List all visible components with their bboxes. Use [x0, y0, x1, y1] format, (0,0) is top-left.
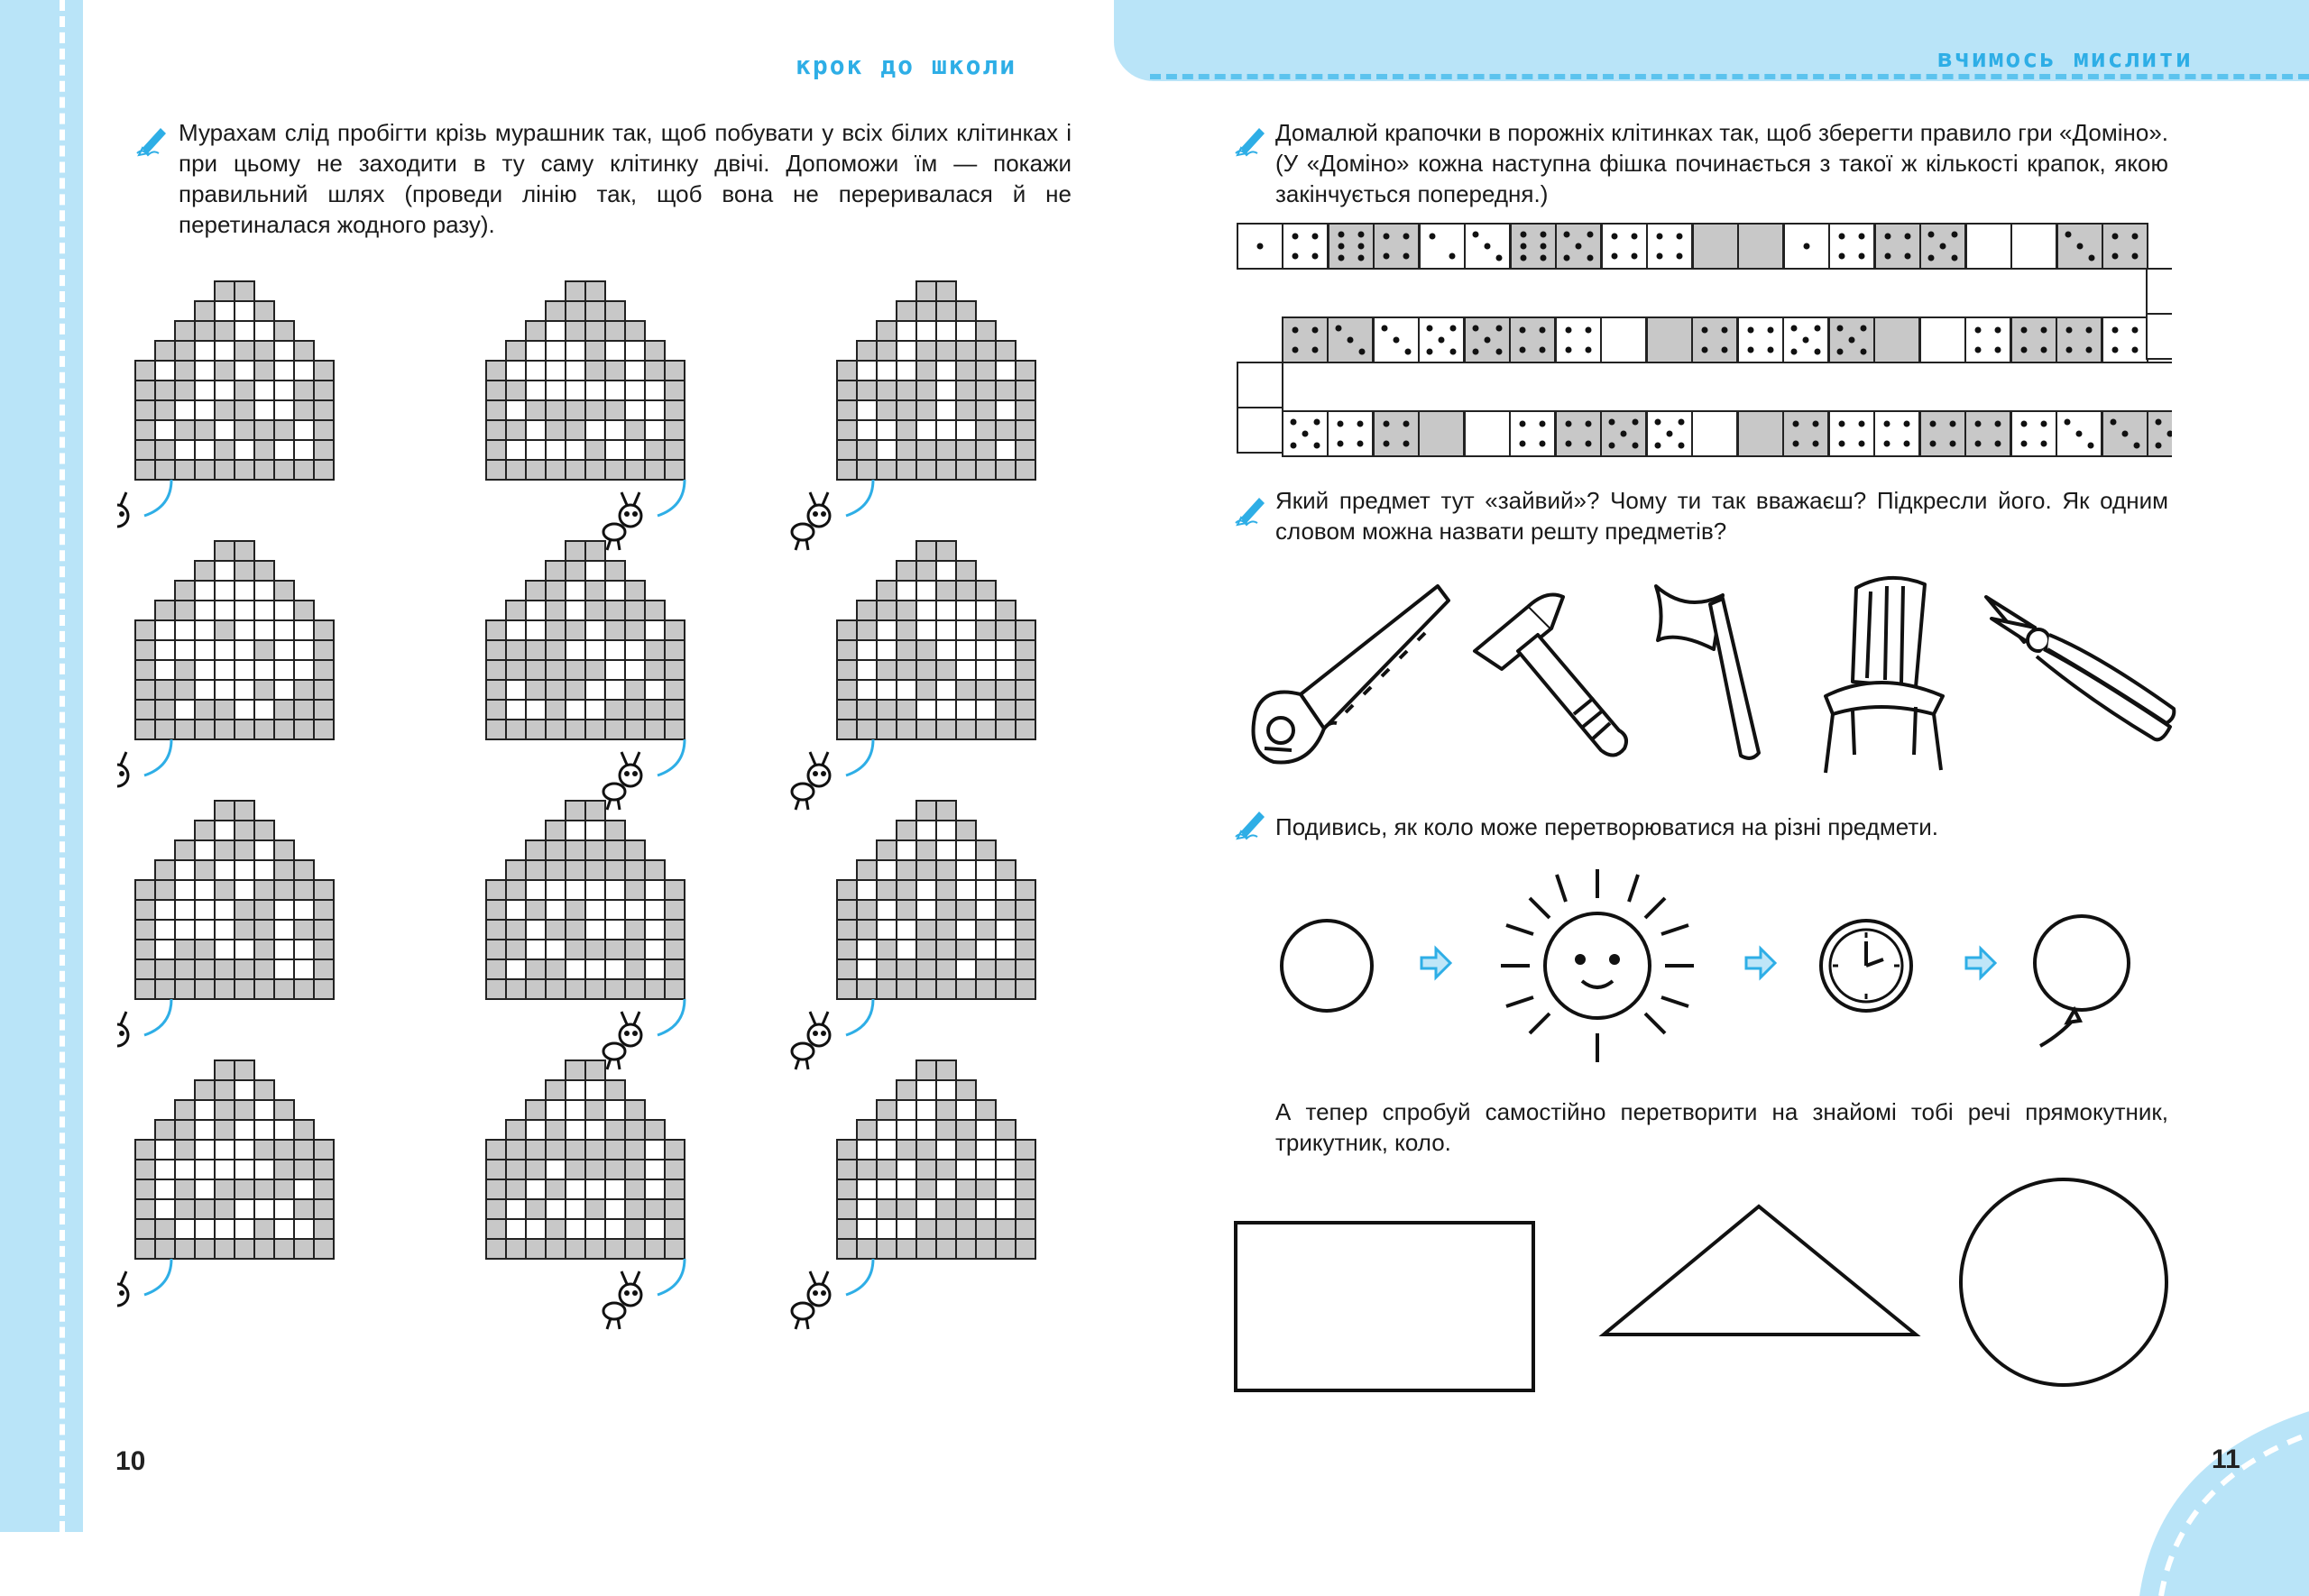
domino-connector	[1237, 408, 1283, 453]
domino-tile[interactable]	[1283, 411, 1373, 456]
ant-icon	[603, 1012, 641, 1069]
domino-tile[interactable]	[1784, 224, 1874, 269]
balloon-icon	[2020, 911, 2138, 1055]
task-ant-maze-text: Мурахам слід пробігти крізь мурашник так, щоб побувати у всіх білих клітинках і при цьому не заходити в ту саму клітинку двічі. Допоможи їм — покажи правильний шлях (проведи лінію так, щоб вона не переривалася й не перетиналася жодного разу).	[179, 119, 1072, 238]
domino-tile[interactable]	[1237, 224, 1328, 269]
task-odd-one-out-text: Який предмет тут «зайвий»? Чому ти так вважаєш? Підкресли його. Як одним словом можна назвати решту предметів?	[1275, 487, 2168, 545]
pliers-icon	[1981, 592, 2179, 754]
maze-house[interactable]	[486, 541, 685, 739]
pencil-icon	[135, 121, 171, 157]
domino-chain	[1234, 216, 2172, 469]
ant-icon	[792, 1271, 830, 1329]
domino-tile[interactable]	[1920, 317, 2010, 362]
saw-icon	[1237, 577, 1454, 775]
domino-tile[interactable]	[2102, 411, 2172, 456]
triangle-icon	[1604, 1206, 1916, 1335]
domino-tile[interactable]	[1647, 317, 1737, 362]
domino-tile[interactable]	[2011, 317, 2102, 362]
domino-tile[interactable]	[1283, 317, 1373, 362]
ant-icon	[792, 492, 830, 550]
ant-icon	[117, 492, 128, 550]
maze-house[interactable]	[135, 1060, 334, 1259]
ant-icon	[117, 1271, 128, 1329]
task-circle-transform-text: Подивись, як коло може перетворюватися на різні предмети.	[1275, 813, 1938, 840]
maze-house[interactable]	[135, 541, 334, 739]
ant-icon	[603, 492, 641, 550]
ant-path-line	[658, 999, 685, 1035]
maze-house[interactable]	[837, 541, 1035, 739]
domino-tile[interactable]	[1420, 224, 1510, 269]
domino-tile[interactable]	[2011, 411, 2102, 456]
ant-path-line	[144, 739, 171, 775]
ant-path-line	[658, 480, 685, 516]
domino-tile[interactable]	[1875, 224, 1965, 269]
ant-path-line	[846, 1259, 873, 1295]
maze-house[interactable]	[837, 801, 1035, 999]
ant-icon	[792, 752, 830, 810]
domino-tile[interactable]	[1602, 224, 1692, 269]
domino-tile[interactable]	[1329, 224, 1419, 269]
ant-path-line	[144, 999, 171, 1035]
right-running-title: вчимось мислити	[1937, 43, 2193, 73]
domino-tile[interactable]	[1465, 411, 1555, 456]
ant-path-line	[144, 1259, 171, 1295]
domino-tile[interactable]	[1738, 317, 1828, 362]
ant-path-line	[658, 1259, 685, 1295]
maze-house[interactable]	[135, 801, 334, 999]
corner-decoration	[2129, 1380, 2309, 1596]
ant-maze-grid-area	[117, 271, 1136, 1407]
ant-path-line	[846, 739, 873, 775]
ant-path-line	[846, 999, 873, 1035]
maze-house[interactable]	[837, 281, 1035, 480]
maze-house[interactable]	[486, 801, 685, 999]
axe-icon	[1651, 577, 1768, 766]
arrow-right-icon	[1418, 945, 1454, 981]
domino-tile[interactable]	[1829, 317, 1919, 362]
ant-icon	[603, 1271, 641, 1329]
ant-icon	[792, 1012, 830, 1069]
left-running-title: крок до школи	[796, 50, 1017, 80]
rectangle-icon	[1236, 1223, 1533, 1390]
maze-house[interactable]	[486, 1060, 685, 1259]
ant-path-line	[658, 739, 685, 775]
domino-tile[interactable]	[1920, 411, 2010, 456]
maze-house[interactable]	[486, 281, 685, 480]
ant-icon	[603, 752, 641, 810]
left-border-decoration	[0, 0, 83, 1532]
shapes-row	[1232, 1174, 2179, 1399]
arrow-right-icon	[1963, 945, 1999, 981]
domino-tile[interactable]	[1556, 411, 1646, 456]
maze-house[interactable]	[837, 1060, 1035, 1259]
task-domino-text: Домалюй крапочки в порожніх клітинках так, щоб зберегти правило гри «Доміно». (У «Доміно» кожна наступна фішка починається з такої ж кількості крапок, якою закінчується попередня.)	[1275, 119, 2168, 207]
maze-house[interactable]	[135, 281, 334, 480]
page-number-left: 10	[115, 1446, 146, 1476]
domino-connector	[2147, 269, 2172, 314]
domino-tile[interactable]	[1374, 411, 1464, 456]
domino-tile[interactable]	[1556, 317, 1646, 362]
domino-tile[interactable]	[2057, 224, 2148, 269]
ant-path-line	[846, 480, 873, 516]
sun-icon	[1494, 862, 1701, 1069]
page-number-right: 11	[2212, 1445, 2240, 1474]
ant-path-line	[144, 480, 171, 516]
ant-icon	[117, 752, 128, 810]
circle-icon	[1961, 1179, 2166, 1385]
domino-tile[interactable]	[1966, 224, 2056, 269]
clock-icon	[1817, 916, 1916, 1015]
pencil-icon	[1234, 804, 1270, 840]
domino-connector	[2147, 314, 2172, 359]
arrow-right-icon	[1743, 945, 1779, 981]
domino-tile[interactable]	[1647, 411, 1737, 456]
domino-tile[interactable]	[1511, 224, 1601, 269]
pencil-icon	[1234, 491, 1270, 527]
domino-tile[interactable]	[1738, 411, 1828, 456]
domino-tile[interactable]	[1829, 411, 1919, 456]
chair-icon	[1817, 570, 1952, 777]
domino-tile[interactable]	[1374, 317, 1464, 362]
ant-icon	[117, 1012, 128, 1069]
pencil-icon	[1234, 121, 1270, 157]
domino-tile[interactable]	[1465, 317, 1555, 362]
domino-connector	[1237, 362, 1283, 408]
circle-icon	[1277, 916, 1376, 1015]
domino-tile[interactable]	[1693, 224, 1783, 269]
task-draw-shapes-text: А тепер спробуй самостійно перетворити на знайомі тобі речі прямокутник, трикутник, коло.	[1275, 1098, 2168, 1156]
hammer-icon	[1466, 588, 1637, 768]
